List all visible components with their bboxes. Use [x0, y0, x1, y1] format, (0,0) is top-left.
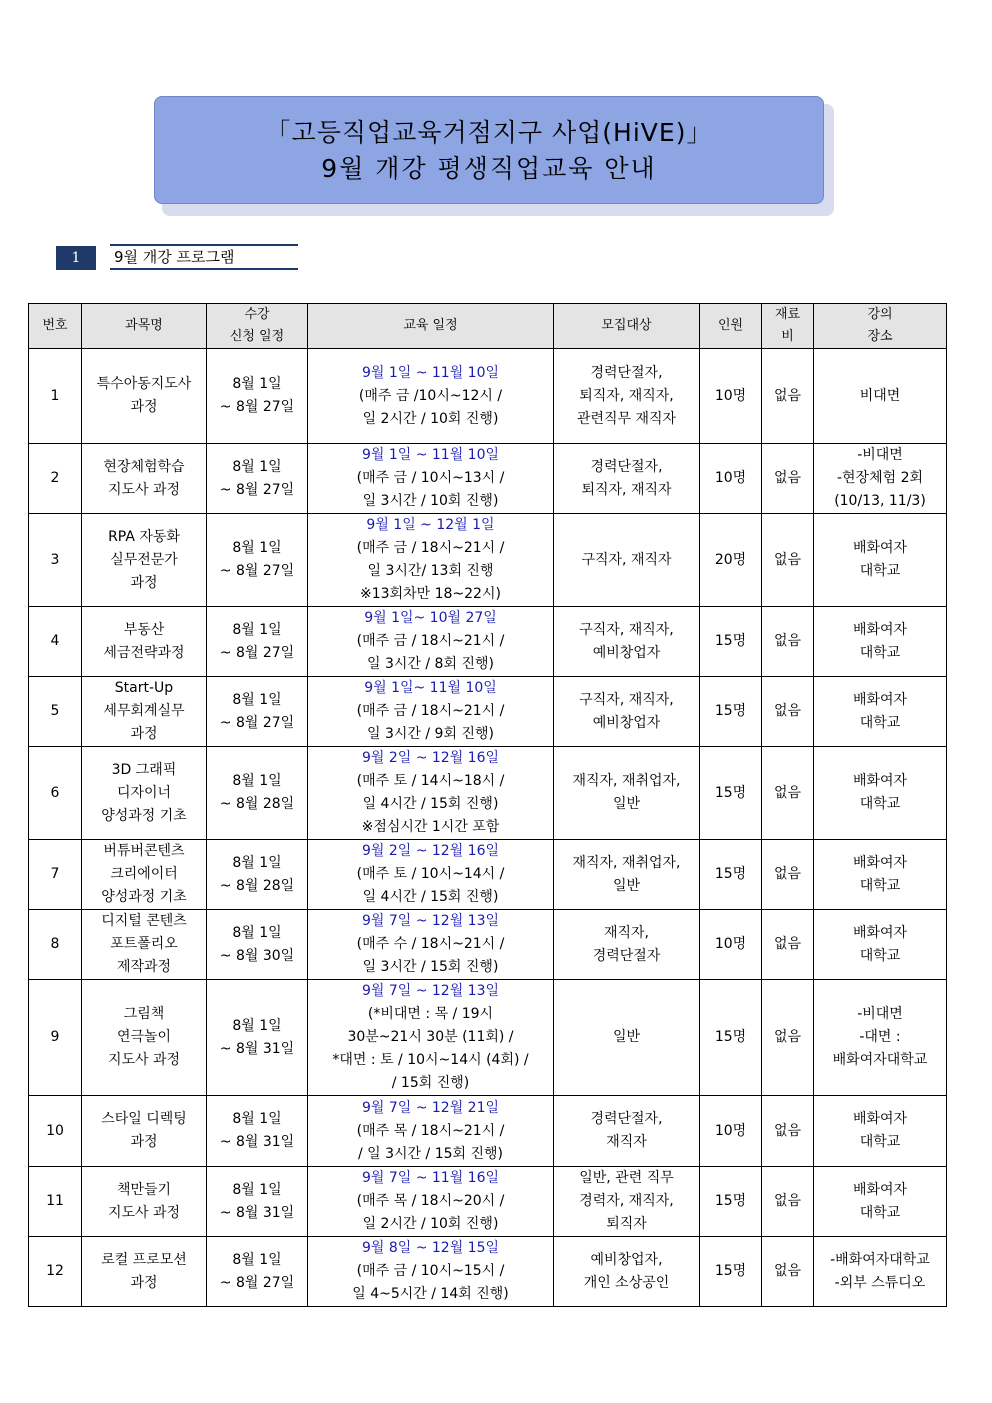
schedule-detail-line: (매주 금 / 18시~21시 / — [356, 633, 505, 649]
cell-venue — [814, 1096, 947, 1167]
venue-line: 대학교 — [859, 1134, 901, 1150]
cell-target — [554, 677, 700, 747]
schedule-date: 9월 1일 ~ 12월 1일 — [366, 517, 495, 533]
apply-line: 8월 1일 — [232, 1111, 282, 1127]
header-venue-line: 강의 — [867, 307, 893, 322]
venue-line: -대면 : — [859, 1029, 901, 1045]
venue-line: -비대면 — [857, 447, 903, 463]
target-line: 경력자, 재직자, — [579, 1193, 674, 1209]
schedule-date: 9월 7일 ~ 12월 13일 — [361, 983, 500, 999]
venue-line: 대학교 — [859, 563, 901, 579]
cell-no: 10 — [29, 1096, 82, 1167]
apply-line: ~ 8월 28일 — [219, 877, 295, 894]
schedule-detail-line: *대면 : 토 / 10시~14시 (4회) / — [332, 1052, 529, 1068]
cell-course — [82, 677, 207, 747]
table-header-row — [29, 304, 947, 349]
apply-line: ~ 8월 28일 — [219, 796, 295, 812]
course-line: 세금전략과정 — [103, 644, 185, 661]
header-material-line: 비 — [781, 329, 794, 344]
cell-material: 없음 — [762, 514, 814, 607]
apply-line: 8월 1일 — [232, 691, 282, 708]
course-line: Start-Up — [114, 680, 174, 696]
schedule-date: 9월 1일 ~ 11월 10일 — [361, 447, 500, 463]
course-line: 세무회계실무 — [103, 703, 185, 719]
course-line: 연극놀이 — [116, 1029, 172, 1045]
schedule-detail-line: 일 4시간 / 15회 진행) — [362, 796, 499, 812]
course-line: 양성과정 기초 — [101, 807, 187, 824]
cell-schedule — [308, 1237, 554, 1307]
cell-no: 3 — [29, 514, 82, 607]
venue-line: 대학교 — [859, 947, 901, 964]
apply-line: 8월 1일 — [232, 1017, 282, 1034]
cell-course — [82, 444, 207, 514]
schedule-detail-line: (매주 토 / 10시~14시 / — [356, 866, 505, 882]
cell-venue — [814, 980, 947, 1096]
course-line: 로컬 프로모션 — [101, 1251, 187, 1268]
cell-capacity: 20명 — [700, 514, 762, 607]
schedule-detail-line: (매주 금 / 10시~15시 / — [356, 1263, 505, 1279]
cell-apply — [207, 747, 308, 840]
cell-venue — [814, 1237, 947, 1307]
course-line: 부동산 — [123, 621, 165, 638]
apply-line: ~ 8월 27일 — [219, 714, 295, 731]
table-row — [29, 910, 947, 980]
venue-line: 배화여자 — [852, 1181, 908, 1198]
cell-no: 9 — [29, 980, 82, 1096]
target-line: 경력단절자, — [590, 458, 663, 475]
apply-line: ~ 8월 27일 — [219, 481, 295, 498]
apply-line: ~ 8월 31일 — [219, 1040, 295, 1057]
cell-course — [82, 1237, 207, 1307]
title-line-1: 「고등직업교육거점지구 사업(HiVE)」 — [265, 118, 713, 147]
apply-line: 8월 1일 — [232, 1251, 282, 1268]
cell-course — [82, 607, 207, 677]
target-line: 퇴직자 — [606, 1216, 647, 1232]
apply-line: 8월 1일 — [232, 773, 282, 789]
venue-line: -비대면 — [857, 1006, 903, 1022]
target-line: 예비창업자 — [592, 644, 661, 661]
cell-target — [554, 444, 700, 514]
venue-line: 배화여자 — [852, 924, 908, 941]
header-schedule: 교육 일정 — [308, 304, 554, 349]
cell-course — [82, 1167, 207, 1237]
cell-material: 없음 — [762, 677, 814, 747]
course-line: 지도사 과정 — [107, 1204, 181, 1221]
schedule-detail-line: ※점심시간 1시간 포함 — [361, 819, 500, 835]
cell-schedule — [308, 910, 554, 980]
apply-line: ~ 8월 30일 — [219, 947, 295, 964]
schedule-detail-line: 일 3시간 / 8회 진행) — [367, 656, 494, 672]
target-line: 경력단절자, — [590, 364, 663, 381]
target-line: 재직자, 재취업자, — [572, 854, 681, 871]
cell-schedule — [308, 444, 554, 514]
header-apply-line: 신청 일정 — [229, 329, 285, 344]
cell-schedule — [308, 840, 554, 910]
target-line: 경력단절자 — [592, 947, 661, 964]
target-line: 개인 소상공인 — [583, 1274, 670, 1291]
course-line: 디자이너 — [116, 784, 172, 801]
course-line: 지도사 과정 — [107, 1052, 181, 1068]
table-row — [29, 1167, 947, 1237]
target-line: 구직자, 재직자, — [579, 691, 674, 708]
apply-line: 8월 1일 — [232, 854, 282, 871]
schedule-detail-line: 일 2시간 / 10회 진행) — [362, 410, 499, 427]
table-row — [29, 1096, 947, 1167]
cell-apply — [207, 1096, 308, 1167]
schedule-detail-line: (매주 금 / 18시~21시 / — [356, 703, 505, 719]
course-line: 과정 — [130, 1274, 158, 1291]
schedule-detail-line: (*비대면 : 목 / 19시 — [367, 1006, 494, 1022]
target-line: 구직자, 재직자 — [581, 551, 672, 568]
venue-line: 배화여자 — [852, 621, 908, 638]
table-body — [29, 349, 947, 1307]
cell-capacity: 10명 — [700, 1096, 762, 1167]
venue-line: 대학교 — [859, 877, 901, 894]
schedule-date: 9월 7일 ~ 11월 16일 — [361, 1170, 500, 1186]
cell-apply — [207, 349, 308, 444]
table-row — [29, 1237, 947, 1307]
cell-capacity: 15명 — [700, 1237, 762, 1307]
apply-line: ~ 8월 31일 — [219, 1204, 295, 1221]
cell-schedule — [308, 747, 554, 840]
cell-material: 없음 — [762, 349, 814, 444]
cell-venue — [814, 514, 947, 607]
cell-target — [554, 1237, 700, 1307]
schedule-date: 9월 1일~ 11월 10일 — [364, 680, 497, 696]
cell-material: 없음 — [762, 444, 814, 514]
course-line: 크리에이터 — [110, 866, 178, 882]
schedule-detail-line: (매주 목 / 18시~20시 / — [356, 1193, 505, 1209]
schedule-detail-line: (매주 토 / 14시~18시 / — [356, 773, 505, 789]
apply-line: ~ 8월 27일 — [219, 644, 295, 661]
schedule-date: 9월 7일 ~ 12월 21일 — [361, 1099, 500, 1116]
venue-line: 배화여자대학교 — [832, 1052, 928, 1068]
venue-line: -현장체험 2회 — [836, 470, 924, 486]
venue-line: -외부 스튜디오 — [834, 1274, 926, 1291]
cell-no: 5 — [29, 677, 82, 747]
schedule-detail-line: 일 4시간 / 15회 진행) — [362, 889, 499, 905]
cell-capacity: 15명 — [700, 607, 762, 677]
title-banner — [154, 96, 824, 204]
cell-material: 없음 — [762, 1237, 814, 1307]
table-row — [29, 444, 947, 514]
cell-no: 1 — [29, 349, 82, 444]
header-material-line: 재료 — [774, 307, 801, 322]
cell-apply — [207, 1167, 308, 1237]
venue-line: -배화여자대학교 — [830, 1251, 930, 1268]
apply-line: 8월 1일 — [232, 1181, 282, 1198]
venue-line: 대학교 — [859, 1204, 901, 1221]
apply-line: ~ 8월 27일 — [219, 1274, 295, 1291]
table-row — [29, 980, 947, 1096]
table-row — [29, 349, 947, 444]
program-table — [28, 303, 947, 1307]
header-capacity: 인원 — [700, 304, 762, 349]
schedule-date: 9월 7일 ~ 12월 13일 — [361, 913, 500, 929]
schedule-detail-line: 일 2시간 / 10회 진행) — [362, 1216, 499, 1232]
header-venue — [814, 304, 947, 349]
cell-course — [82, 840, 207, 910]
schedule-detail-line: 일 4~5시간 / 14회 진행) — [352, 1286, 509, 1302]
target-line: 재직자 — [606, 1134, 647, 1150]
apply-line: 8월 1일 — [232, 621, 282, 638]
cell-capacity: 10명 — [700, 444, 762, 514]
header-course: 과목명 — [82, 304, 207, 349]
schedule-date: 9월 1일~ 10월 27일 — [364, 610, 497, 626]
cell-schedule — [308, 980, 554, 1096]
table-row — [29, 840, 947, 910]
schedule-detail-line: 30분~21시 30분 (11회) / — [347, 1029, 514, 1045]
cell-course — [82, 747, 207, 840]
cell-capacity: 15명 — [700, 677, 762, 747]
section-number: 1 — [56, 246, 96, 270]
cell-target — [554, 1167, 700, 1237]
cell-schedule — [308, 1167, 554, 1237]
cell-material: 없음 — [762, 840, 814, 910]
cell-capacity: 15명 — [700, 1167, 762, 1237]
cell-no: 4 — [29, 607, 82, 677]
cell-venue — [814, 910, 947, 980]
course-line: 특수아동지도사 — [96, 376, 192, 392]
schedule-date: 9월 8일 ~ 12월 15일 — [361, 1240, 500, 1256]
cell-capacity: 15명 — [700, 840, 762, 910]
course-line: 과정 — [130, 1134, 158, 1150]
course-line: 제작과정 — [116, 959, 172, 975]
cell-no: 8 — [29, 910, 82, 980]
apply-line: 8월 1일 — [232, 540, 282, 556]
venue-line: 배화여자 — [852, 854, 908, 871]
section-title: 9월 개강 프로그램 — [110, 244, 298, 270]
cell-schedule — [308, 1096, 554, 1167]
cell-no: 2 — [29, 444, 82, 514]
venue-line: 대학교 — [859, 714, 901, 731]
schedule-detail-line: 일 3시간 / 9회 진행) — [367, 726, 494, 742]
cell-course — [82, 910, 207, 980]
target-line: 구직자, 재직자, — [579, 621, 674, 638]
cell-material: 없음 — [762, 910, 814, 980]
cell-no: 7 — [29, 840, 82, 910]
venue-line: 대학교 — [859, 644, 901, 661]
header-target: 모집대상 — [554, 304, 700, 349]
target-line: 예비창업자, — [590, 1251, 663, 1268]
course-line: 디지털 콘텐츠 — [101, 913, 187, 929]
cell-schedule — [308, 677, 554, 747]
target-line: 퇴직자, 재직자, — [579, 387, 674, 404]
cell-apply — [207, 980, 308, 1096]
cell-capacity: 15명 — [700, 747, 762, 840]
schedule-date: 9월 2일 ~ 12월 16일 — [361, 750, 500, 766]
cell-apply — [207, 840, 308, 910]
schedule-detail-line: (매주 수 / 18시~21시 / — [356, 936, 505, 952]
target-line: 일반 — [612, 877, 641, 894]
schedule-detail-line: (매주 금 /10시~12시 / — [358, 387, 503, 404]
cell-target — [554, 980, 700, 1096]
cell-venue — [814, 1167, 947, 1237]
venue-line: 배화여자 — [852, 691, 908, 708]
venue-line: 비대면 — [859, 387, 901, 404]
cell-apply — [207, 514, 308, 607]
apply-line: 8월 1일 — [232, 924, 282, 941]
schedule-detail-line: / 15회 진행) — [391, 1075, 470, 1091]
cell-apply — [207, 677, 308, 747]
schedule-detail-line: (매주 금 / 10시~13시 / — [356, 470, 505, 486]
cell-capacity: 15명 — [700, 980, 762, 1096]
course-line: 양성과정 기초 — [101, 889, 187, 905]
course-line: 스타일 디렉팅 — [101, 1111, 187, 1127]
cell-target — [554, 1096, 700, 1167]
cell-venue — [814, 677, 947, 747]
schedule-date: 9월 2일 ~ 12월 16일 — [361, 843, 500, 859]
cell-venue — [814, 840, 947, 910]
course-line: 책만들기 — [116, 1181, 172, 1198]
venue-line: 배화여자 — [852, 1111, 908, 1127]
venue-line: 배화여자 — [852, 540, 908, 556]
schedule-detail-line: 일 3시간 / 15회 진행) — [362, 959, 499, 975]
schedule-detail-line: (매주 금 / 18시~21시 / — [356, 540, 505, 556]
header-venue-line: 장소 — [867, 329, 893, 344]
cell-venue — [814, 349, 947, 444]
cell-material: 없음 — [762, 747, 814, 840]
schedule-detail-line: 일 3시간/ 13회 진행 — [367, 563, 494, 579]
course-line: 과정 — [130, 726, 158, 742]
cell-schedule — [308, 607, 554, 677]
target-line: 재직자, 재취업자, — [572, 773, 681, 789]
cell-no: 6 — [29, 747, 82, 840]
schedule-detail-line: 일 3시간 / 10회 진행) — [362, 493, 499, 509]
target-line: 재직자, — [603, 924, 650, 941]
cell-capacity: 10명 — [700, 349, 762, 444]
apply-line: ~ 8월 27일 — [219, 563, 295, 579]
header-apply — [207, 304, 308, 349]
course-line: 그림책 — [123, 1006, 165, 1022]
course-line: 현장체험학습 — [103, 458, 185, 475]
course-line: 3D 그래픽 — [111, 761, 177, 778]
target-line: 관련직무 재직자 — [576, 410, 677, 427]
cell-venue — [814, 747, 947, 840]
table-row — [29, 607, 947, 677]
header-apply-line: 수강 — [244, 307, 270, 322]
cell-no: 12 — [29, 1237, 82, 1307]
cell-course — [82, 514, 207, 607]
apply-line: 8월 1일 — [232, 458, 282, 475]
table-row — [29, 747, 947, 840]
cell-course — [82, 349, 207, 444]
course-line: 실무전문가 — [110, 551, 178, 568]
schedule-detail-line: ※13회차만 18~22시) — [360, 586, 501, 602]
cell-schedule — [308, 349, 554, 444]
apply-line: 8월 1일 — [232, 376, 282, 392]
target-line: 경력단절자, — [590, 1111, 663, 1127]
cell-venue — [814, 444, 947, 514]
venue-line: 대학교 — [859, 796, 901, 812]
cell-target — [554, 840, 700, 910]
target-line: 일반 — [612, 796, 641, 812]
venue-line: 배화여자 — [852, 773, 908, 789]
cell-venue — [814, 607, 947, 677]
course-line: 버튜버콘텐츠 — [103, 843, 185, 859]
schedule-date: 9월 1일 ~ 11월 10일 — [361, 364, 500, 381]
cell-material: 없음 — [762, 1167, 814, 1237]
course-line: 포트폴리오 — [110, 936, 178, 952]
apply-line: ~ 8월 31일 — [219, 1134, 295, 1150]
target-line: 예비창업자 — [592, 714, 661, 731]
table-row — [29, 677, 947, 747]
course-line: 과정 — [130, 574, 158, 591]
cell-apply — [207, 910, 308, 980]
course-line: 과정 — [130, 399, 158, 415]
target-line: 일반 — [612, 1029, 641, 1045]
target-line: 일반, 관련 직무 — [579, 1170, 674, 1186]
cell-material: 없음 — [762, 1096, 814, 1167]
schedule-detail-line: / 일 3시간 / 15회 진행) — [357, 1145, 503, 1162]
cell-target — [554, 747, 700, 840]
cell-course — [82, 1096, 207, 1167]
cell-apply — [207, 1237, 308, 1307]
venue-line: (10/13, 11/3) — [834, 493, 926, 509]
cell-course — [82, 980, 207, 1096]
cell-apply — [207, 444, 308, 514]
apply-line: ~ 8월 27일 — [219, 399, 295, 415]
course-line: RPA 자동화 — [108, 528, 180, 545]
header-material — [762, 304, 814, 349]
title-line-2: 9월 개강 평생직업교육 안내 — [321, 154, 657, 183]
cell-target — [554, 910, 700, 980]
cell-material: 없음 — [762, 607, 814, 677]
target-line: 퇴직자, 재직자 — [581, 481, 672, 498]
table-row — [29, 514, 947, 607]
cell-apply — [207, 607, 308, 677]
cell-target — [554, 349, 700, 444]
header-no: 번호 — [29, 304, 82, 349]
cell-target — [554, 514, 700, 607]
cell-capacity: 10명 — [700, 910, 762, 980]
course-line: 지도사 과정 — [107, 481, 181, 498]
cell-material: 없음 — [762, 980, 814, 1096]
cell-no: 11 — [29, 1167, 82, 1237]
schedule-detail-line: (매주 목 / 18시~21시 / — [356, 1122, 505, 1139]
cell-target — [554, 607, 700, 677]
cell-schedule — [308, 514, 554, 607]
